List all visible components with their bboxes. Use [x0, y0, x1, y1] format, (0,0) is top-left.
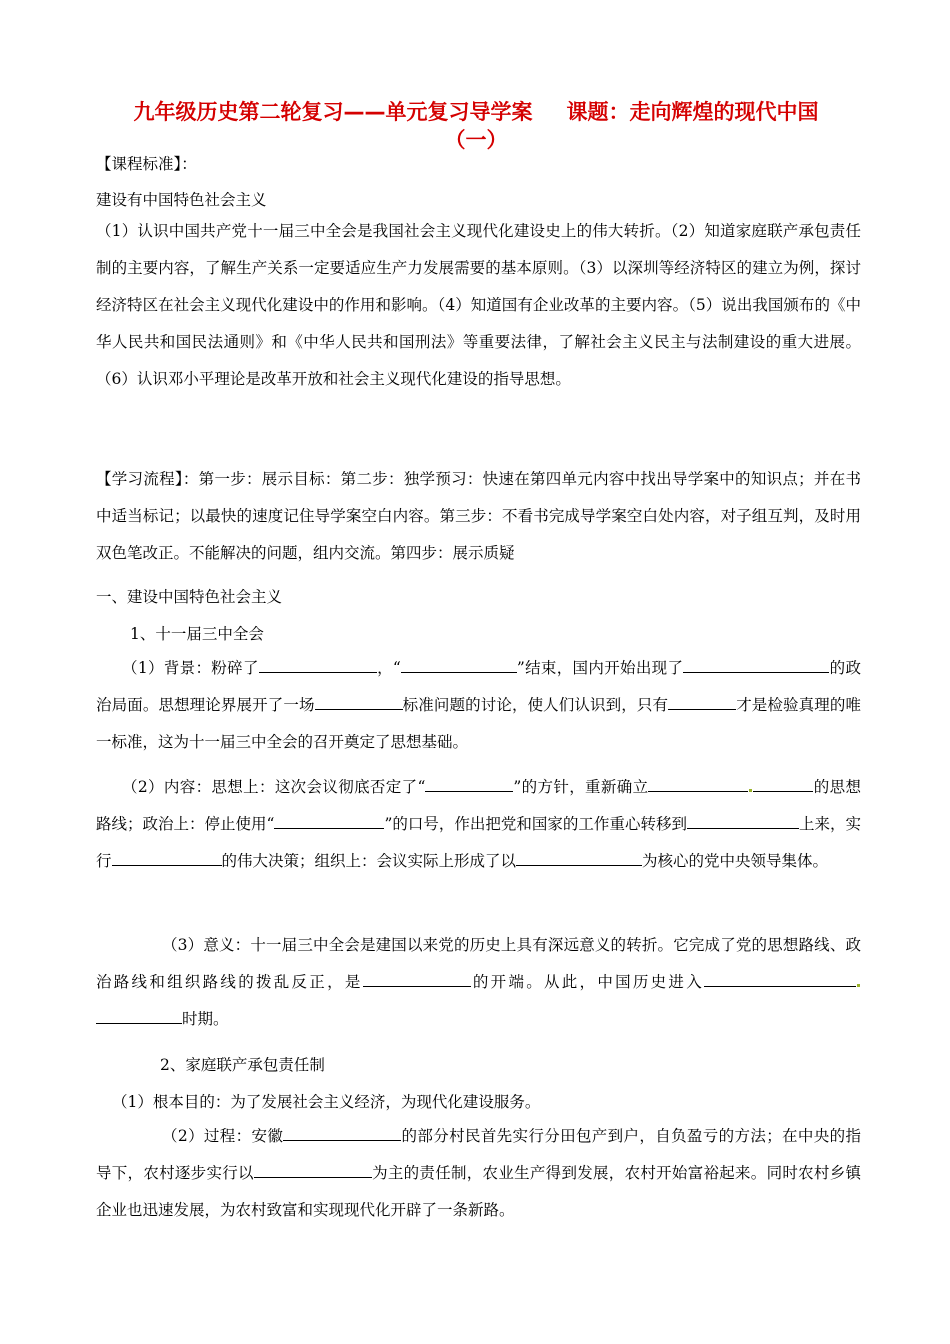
blank-field[interactable] [274, 813, 384, 829]
blank-field[interactable] [683, 657, 829, 673]
blank-field[interactable] [363, 971, 471, 987]
meaning-paragraph: （3）意义：十一届三中全会是建国以来党的历史上具有深远意义的转折。它完成了党的思想路线、政治路线和组织路线的拨乱反正，是 的开端。从此，中国历史进入时期。 [96, 936, 861, 1028]
content-paragraph: （2）内容：思想上：这次会议彻底否定了“ ”的方针，重新确立 的思想路线；政治上：停止使用“ ”的口号，作出把党和国家的工作重心转移到 上来，实行 的伟大决策；组织上：会议实际上形成了以 为核心的党中央领导集体。 [96, 778, 861, 870]
subsection-household: 2、家庭联产承包责任制 [160, 1056, 325, 1074]
learning-process: 【学习流程】：第一步：展示目标：第二步：独学预习：快速在第四单元内容中找出导学案中的知识点；并在书中适当标记；以最快的速度记住导学案空白内容。第三步：不看书完成导学案空白处内容，对子组互判，及时用双色笔改正。不能解决的问题，组内交流。第四步：展示质疑 [96, 470, 861, 562]
blank-field[interactable] [687, 813, 799, 829]
section-heading: 一、建设中国特色社会主义 [96, 588, 283, 606]
standards-topic: 建设有中国特色社会主义 [96, 191, 267, 209]
title-topic: 课题：走向辉煌的现代中国 [566, 100, 819, 124]
mark-dot [857, 984, 860, 987]
blank-field[interactable] [401, 657, 517, 673]
blank-field[interactable] [516, 850, 642, 866]
blank-field[interactable] [112, 850, 222, 866]
blank-field[interactable] [259, 657, 377, 673]
blank-field[interactable] [668, 694, 736, 710]
process-paragraph: （2）过程：安徽 的部分村民首先实行分田包产到户，自负盈亏的方法；在中央的指导下，农村逐步实行以 为主的责任制，农业生产得到发展，农村开始富裕起来。同时农村乡镇企业也迅速发展，为农村致富和实现现代化开辟了一条新路。 [96, 1127, 861, 1219]
standards-body: （1）认识中国共产党十一届三中全会是我国社会主义现代化建设史上的伟大转折。（2）知道家庭联产承包责任制的主要内容，了解生产关系一定要适应生产力发展需要的基本原则。（3）以深圳等经济特区的建立为例，探讨经济特区在社会主义现代化建设中的作用和影响。（4）知道国有企业改革的主要内容。（5）说出我国颁布的《中华人民共和国民法通则》和《中华人民共和国刑法》等重要法律，了解社会主义民主与法制建设的重大进展。（6）认识邓小平理论是改革开放和社会主义现代化建设的指导思想。 [96, 222, 861, 388]
mark-dot [749, 789, 752, 792]
blank-field[interactable] [704, 971, 812, 987]
subsection-plenum: 1、十一届三中全会 [130, 625, 264, 643]
blank-field[interactable] [96, 1008, 182, 1024]
blank-field[interactable] [425, 776, 513, 792]
blank-field[interactable] [254, 1162, 372, 1178]
page-title [96, 98, 856, 154]
standards-heading: 【课程标准】： [96, 155, 197, 173]
blank-field[interactable] [812, 971, 856, 987]
blank-field[interactable] [753, 776, 813, 792]
blank-field[interactable] [648, 776, 748, 792]
purpose-line: （1）根本目的：为了发展社会主义经济，为现代化建设服务。 [112, 1093, 541, 1111]
title-main: 九年级历史第二轮复习——单元复习导学案 [133, 100, 533, 124]
blank-field[interactable] [283, 1125, 401, 1141]
blank-field[interactable] [315, 694, 403, 710]
background-paragraph: （1）背景：粉碎了 ，“ ”结束，国内开始出现了 的政治局面。思想理论界展开了一场 标准问题的讨论，使人们认识到，只有 才是检验真理的唯一标准，这为十一届三中全会的召开奠定了思想基础。 [96, 659, 861, 751]
title-sub: （一） [444, 128, 508, 152]
